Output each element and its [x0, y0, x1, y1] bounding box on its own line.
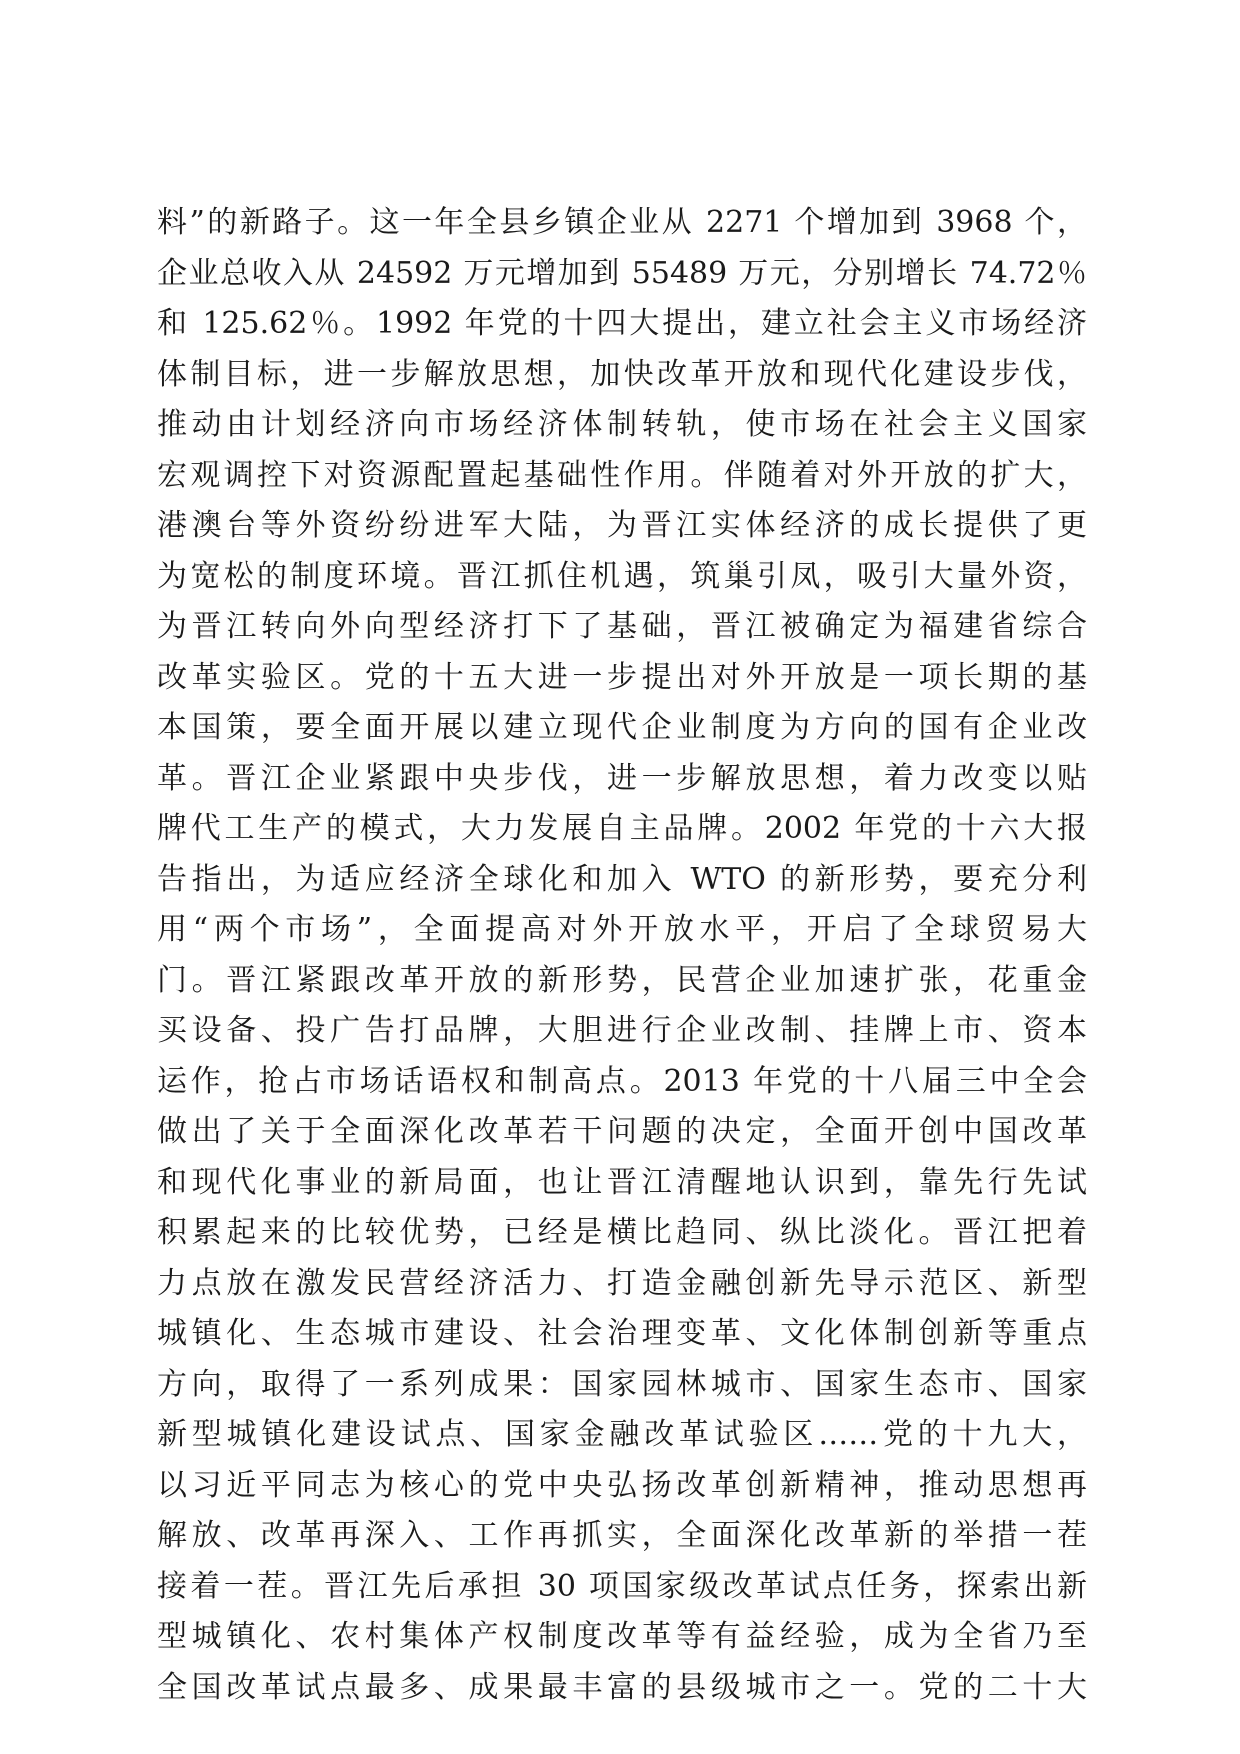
text-line: 企业总收入从 24592 万元增加到 55489 万元，分别增长 74.72％: [157, 255, 1087, 291]
text-line: 和 125.62％。1992 年党的十四大提出，建立社会主义市场经济: [157, 306, 1087, 341]
text-line: 做出了关于全面深化改革若干问题的决定，全面开创中国改革: [157, 1114, 1087, 1149]
text-line: 革。晋江企业紧跟中央步伐，进一步解放思想，着力改变以贴: [157, 760, 1087, 796]
text-line: 和现代化事业的新局面，也让晋江清醒地认识到，靠先行先试: [157, 1164, 1087, 1200]
text-line: 运作，抢占市场话语权和制高点。2013 年党的十八届三中全会: [157, 1063, 1087, 1099]
text-line: 改革实验区。党的十五大进一步提出对外开放是一项长期的基: [157, 659, 1087, 695]
text-line: 门。晋江紧跟改革开放的新形势，民营企业加速扩张，花重金: [157, 962, 1087, 998]
text-line: 告指出，为适应经济全球化和加入 WTO 的新形势，要充分利: [157, 861, 1087, 897]
text-line: 接着一茬。晋江先后承担 30 项国家级改革试点任务，探索出新: [157, 1568, 1087, 1604]
text-line: 解放、改革再深入、工作再抓实，全面深化改革新的举措一茬: [157, 1518, 1087, 1553]
text-line: 料”的新路子。这一年全县乡镇企业从 2271 个增加到 3968 个，: [157, 205, 1087, 240]
text-line: 牌代工生产的模式，大力发展自主品牌。2002 年党的十六大报: [157, 811, 1087, 846]
text-line: 港澳台等外资纷纷进军大陆，为晋江实体经济的成长提供了更: [157, 508, 1087, 543]
text-line: 全国改革试点最多、成果最丰富的县级城市之一。党的二十大: [157, 1669, 1087, 1705]
text-line: 以习近平同志为核心的党中央弘扬改革创新精神，推动思想再: [157, 1467, 1087, 1503]
text-line: 用“两个市场”，全面提高对外开放水平，开启了全球贸易大: [157, 912, 1087, 947]
text-line: 为宽松的制度环境。晋江抓住机遇，筑巢引凤，吸引大量外资，: [157, 558, 1087, 594]
text-line: 方向，取得了一系列成果：国家园林城市、国家生态市、国家: [157, 1366, 1087, 1402]
text-line: 为晋江转向外向型经济打下了基础，晋江被确定为福建省综合: [157, 609, 1087, 644]
text-line: 力点放在激发民营经济活力、打造金融创新先导示范区、新型: [157, 1265, 1087, 1301]
text-line: 积累起来的比较优势，已经是横比趋同、纵比淡化。晋江把着: [157, 1215, 1087, 1250]
text-line: 体制目标，进一步解放思想，加快改革开放和现代化建设步伐，: [157, 356, 1087, 392]
body-paragraph: [157, 198, 1087, 1713]
text-line: 推动由计划经济向市场经济体制转轨，使市场在社会主义国家: [157, 407, 1087, 442]
text-line: 本国策，要全面开展以建立现代企业制度为方向的国有企业改: [157, 710, 1087, 745]
text-line: 新型城镇化建设试点、国家金融改革试验区……党的十九大，: [157, 1417, 1087, 1452]
text-line: 城镇化、生态城市建设、社会治理变革、文化体制创新等重点: [157, 1316, 1087, 1351]
text-line: 宏观调控下对资源配置起基础性作用。伴随着对外开放的扩大，: [157, 457, 1087, 493]
text-line: 买设备、投广告打品牌，大胆进行企业改制、挂牌上市、资本: [157, 1013, 1087, 1048]
text-line: 型城镇化、农村集体产权制度改革等有益经验，成为全省乃至: [157, 1619, 1087, 1654]
